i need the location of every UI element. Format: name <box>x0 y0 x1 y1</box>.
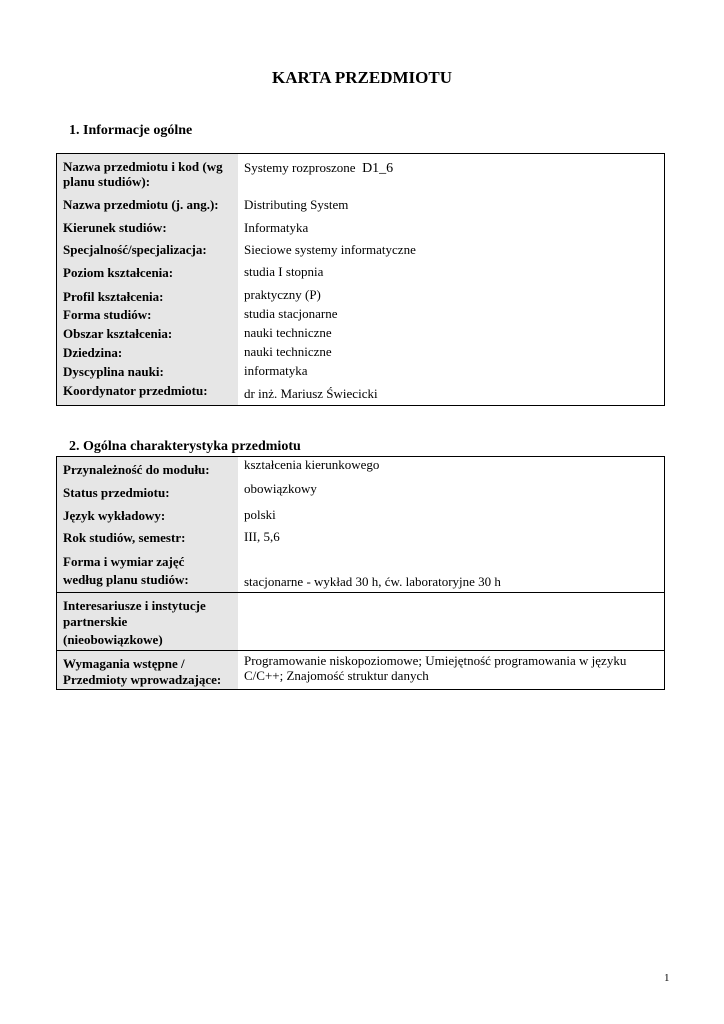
domain-label: Dziedzina: <box>63 345 123 360</box>
specialization-label: Specjalność/specjalizacja: <box>63 242 207 257</box>
row-divider <box>57 592 664 593</box>
characteristics-table <box>56 456 665 690</box>
stakeholders-label-line3: (nieobowiązkowe) <box>63 632 163 647</box>
prerequisites-value-line2: C/C++; Znajomość struktur danych <box>244 668 429 683</box>
education-level-value: studia I stopnia <box>244 264 324 279</box>
course-name-value: Systemy rozproszone D1_6 <box>244 160 394 176</box>
field-of-study-value: Informatyka <box>244 220 309 235</box>
education-profile-label: Profil kształcenia: <box>63 289 164 304</box>
stakeholders-label-line1: Interesariusze i instytucje <box>63 598 206 613</box>
page-number: 1 <box>664 972 670 984</box>
stakeholders-label-line2: partnerskie <box>63 614 128 629</box>
section-1-heading: 1. Informacje ogólne <box>69 123 193 138</box>
module-value: kształcenia kierunkowego <box>244 457 380 472</box>
specialization-value: Sieciowe systemy informatyczne <box>244 242 416 257</box>
course-name-en-value: Distributing System <box>244 197 349 212</box>
study-form-label: Forma studiów: <box>63 307 152 322</box>
prerequisites-label-line2: Przedmioty wprowadzające: <box>63 672 222 687</box>
domain-value: nauki techniczne <box>244 344 332 359</box>
section-2-heading: 2. Ogólna charakterystyka przedmiotu <box>69 439 301 454</box>
class-form-label-line1: Forma i wymiar zajęć <box>63 554 185 569</box>
education-area-value: nauki techniczne <box>244 325 332 340</box>
year-semester-label: Rok studiów, semestr: <box>63 530 186 545</box>
prerequisites-label-line1: Wymagania wstępne / <box>63 656 185 671</box>
language-label: Język wykładowy: <box>63 508 166 523</box>
year-semester-value: III, 5,6 <box>244 529 280 544</box>
course-name-en-label: Nazwa przedmiotu (j. ang.): <box>63 197 219 212</box>
coordinator-value: dr inż. Mariusz Świecicki <box>244 386 378 401</box>
education-level-label: Poziom kształcenia: <box>63 265 174 280</box>
general-info-table <box>56 153 665 406</box>
discipline-label: Dyscyplina nauki: <box>63 364 164 379</box>
field-of-study-label: Kierunek studiów: <box>63 220 167 235</box>
education-area-label: Obszar kształcenia: <box>63 326 173 341</box>
study-form-value: studia stacjonarne <box>244 306 338 321</box>
coordinator-label: Koordynator przedmiotu: <box>63 383 208 398</box>
course-name-label: Nazwa przedmiotu i kod (wg planu studiów): <box>63 159 223 189</box>
education-profile-value: praktyczny (P) <box>244 287 321 302</box>
document-title: KARTA PRZEDMIOTU <box>272 68 452 87</box>
module-label: Przynależność do modułu: <box>63 462 210 477</box>
prerequisites-value-line1: Programowanie niskopoziomowe; Umiejętność programowania w języku <box>244 653 627 668</box>
class-form-value: stacjonarne - wykład 30 h, ćw. laboratoryjne 30 h <box>244 574 501 589</box>
course-status-value: obowiązkowy <box>244 481 317 496</box>
row-divider <box>57 650 664 651</box>
course-status-label: Status przedmiotu: <box>63 485 170 500</box>
class-form-label-line2: według planu studiów: <box>63 572 189 587</box>
language-value: polski <box>244 507 276 522</box>
course-code: D1_6 <box>362 161 394 176</box>
discipline-value: informatyka <box>244 363 308 378</box>
